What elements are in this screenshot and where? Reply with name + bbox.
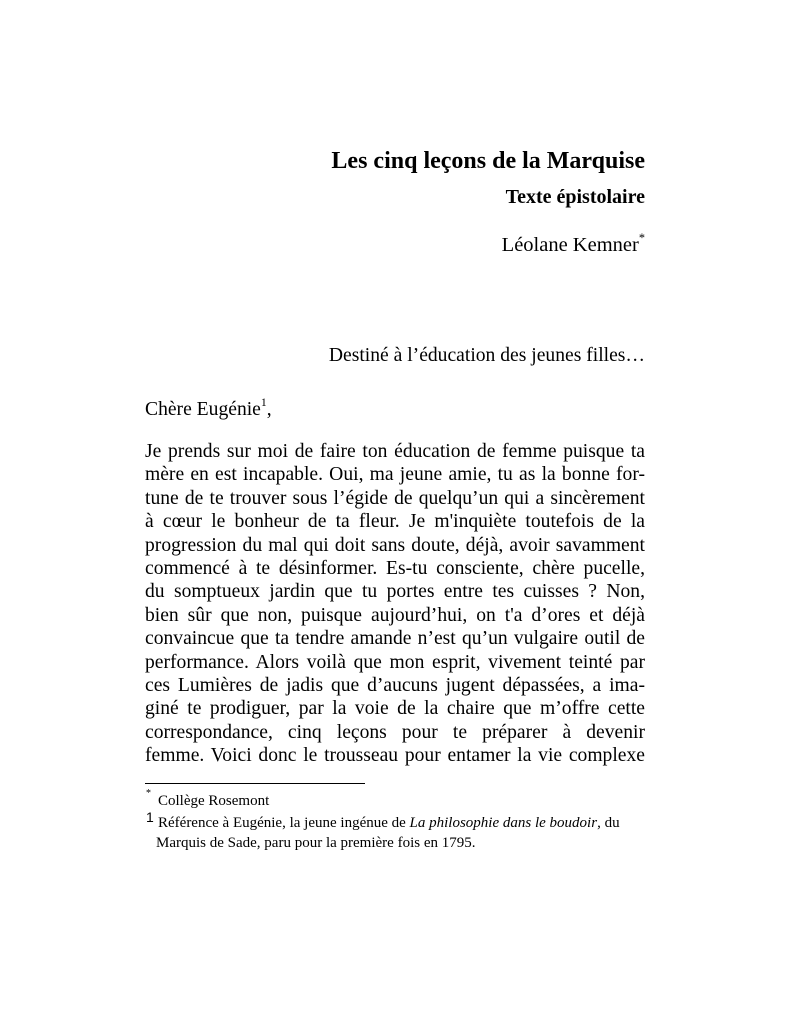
epigraph: Destiné à l’éducation des jeunes filles… bbox=[328, 345, 645, 366]
footnote-marker: * bbox=[146, 788, 151, 799]
body-line: performance. Alors voilà que mon esprit, vivement teinté par bbox=[145, 651, 645, 673]
letter-body bbox=[145, 440, 645, 767]
body-line: commencé à te désinformer. Es-tu consciente, chère pucelle, bbox=[145, 557, 645, 579]
body-line: bien sûr que non, puisque aujourd’hui, on t'a d’ores et déjà bbox=[145, 604, 645, 626]
document-subtitle: Texte épistolaire bbox=[505, 186, 645, 208]
salutation-name: Chère Eugénie bbox=[145, 399, 261, 420]
body-line: giné te prodiguer, par la voie de la chaire que m’offre cette bbox=[145, 698, 645, 720]
body-line: femme. Voici donc le trousseau pour entamer la vie complexe bbox=[145, 745, 645, 767]
footnote-text-after: , du bbox=[597, 815, 620, 831]
salutation-punctuation: , bbox=[266, 399, 272, 420]
body-line: correspondance, cinq leçons pour te préparer à devenir bbox=[145, 721, 645, 743]
footnote-text bbox=[158, 814, 620, 832]
document-title: Les cinq leçons de la Marquise bbox=[331, 148, 645, 174]
author-line bbox=[501, 230, 645, 259]
body-line: ces Lumières de jadis que d’aucuns jugent dépassées, a ima- bbox=[145, 674, 645, 696]
salutation bbox=[145, 398, 272, 424]
body-line: à cœur le bonheur de ta fleur. Je m'inquiète toutefois de la bbox=[145, 511, 645, 533]
footnote-continuation: Marquis de Sade, paru pour la première fois en 1795. bbox=[156, 835, 476, 851]
author-note-marker: * bbox=[638, 230, 645, 245]
body-line: du somptueux jardin que tu portes entre tes cuisses ? Non, bbox=[145, 581, 645, 603]
footnote-marker: 1 bbox=[146, 809, 154, 825]
footnote-separator bbox=[145, 783, 365, 784]
footnote-text-before: Référence à Eugénie, la jeune ingénue de bbox=[158, 815, 410, 831]
body-line: progression du mal qui doit sans doute, déjà, avoir savamment bbox=[145, 534, 645, 556]
footnote-book-title: La philosophie dans le boudoir bbox=[409, 815, 598, 831]
body-line: Je prends sur moi de faire ton éducation de femme puisque ta bbox=[145, 441, 645, 462]
body-line: mère en est incapable. Oui, ma jeune amie, tu as la bonne for- bbox=[145, 464, 645, 486]
author-name: Léolane Kemner bbox=[501, 234, 639, 256]
body-line: convaincue que ta tendre amande n’est qu’un vulgaire outil de bbox=[145, 628, 645, 650]
salutation-note-marker: 1 bbox=[260, 396, 267, 410]
footnote-text: Collège Rosemont bbox=[158, 793, 270, 809]
body-line: tune de te trouver sous l’égide de quelqu’un qui a sincèrement bbox=[145, 487, 645, 509]
